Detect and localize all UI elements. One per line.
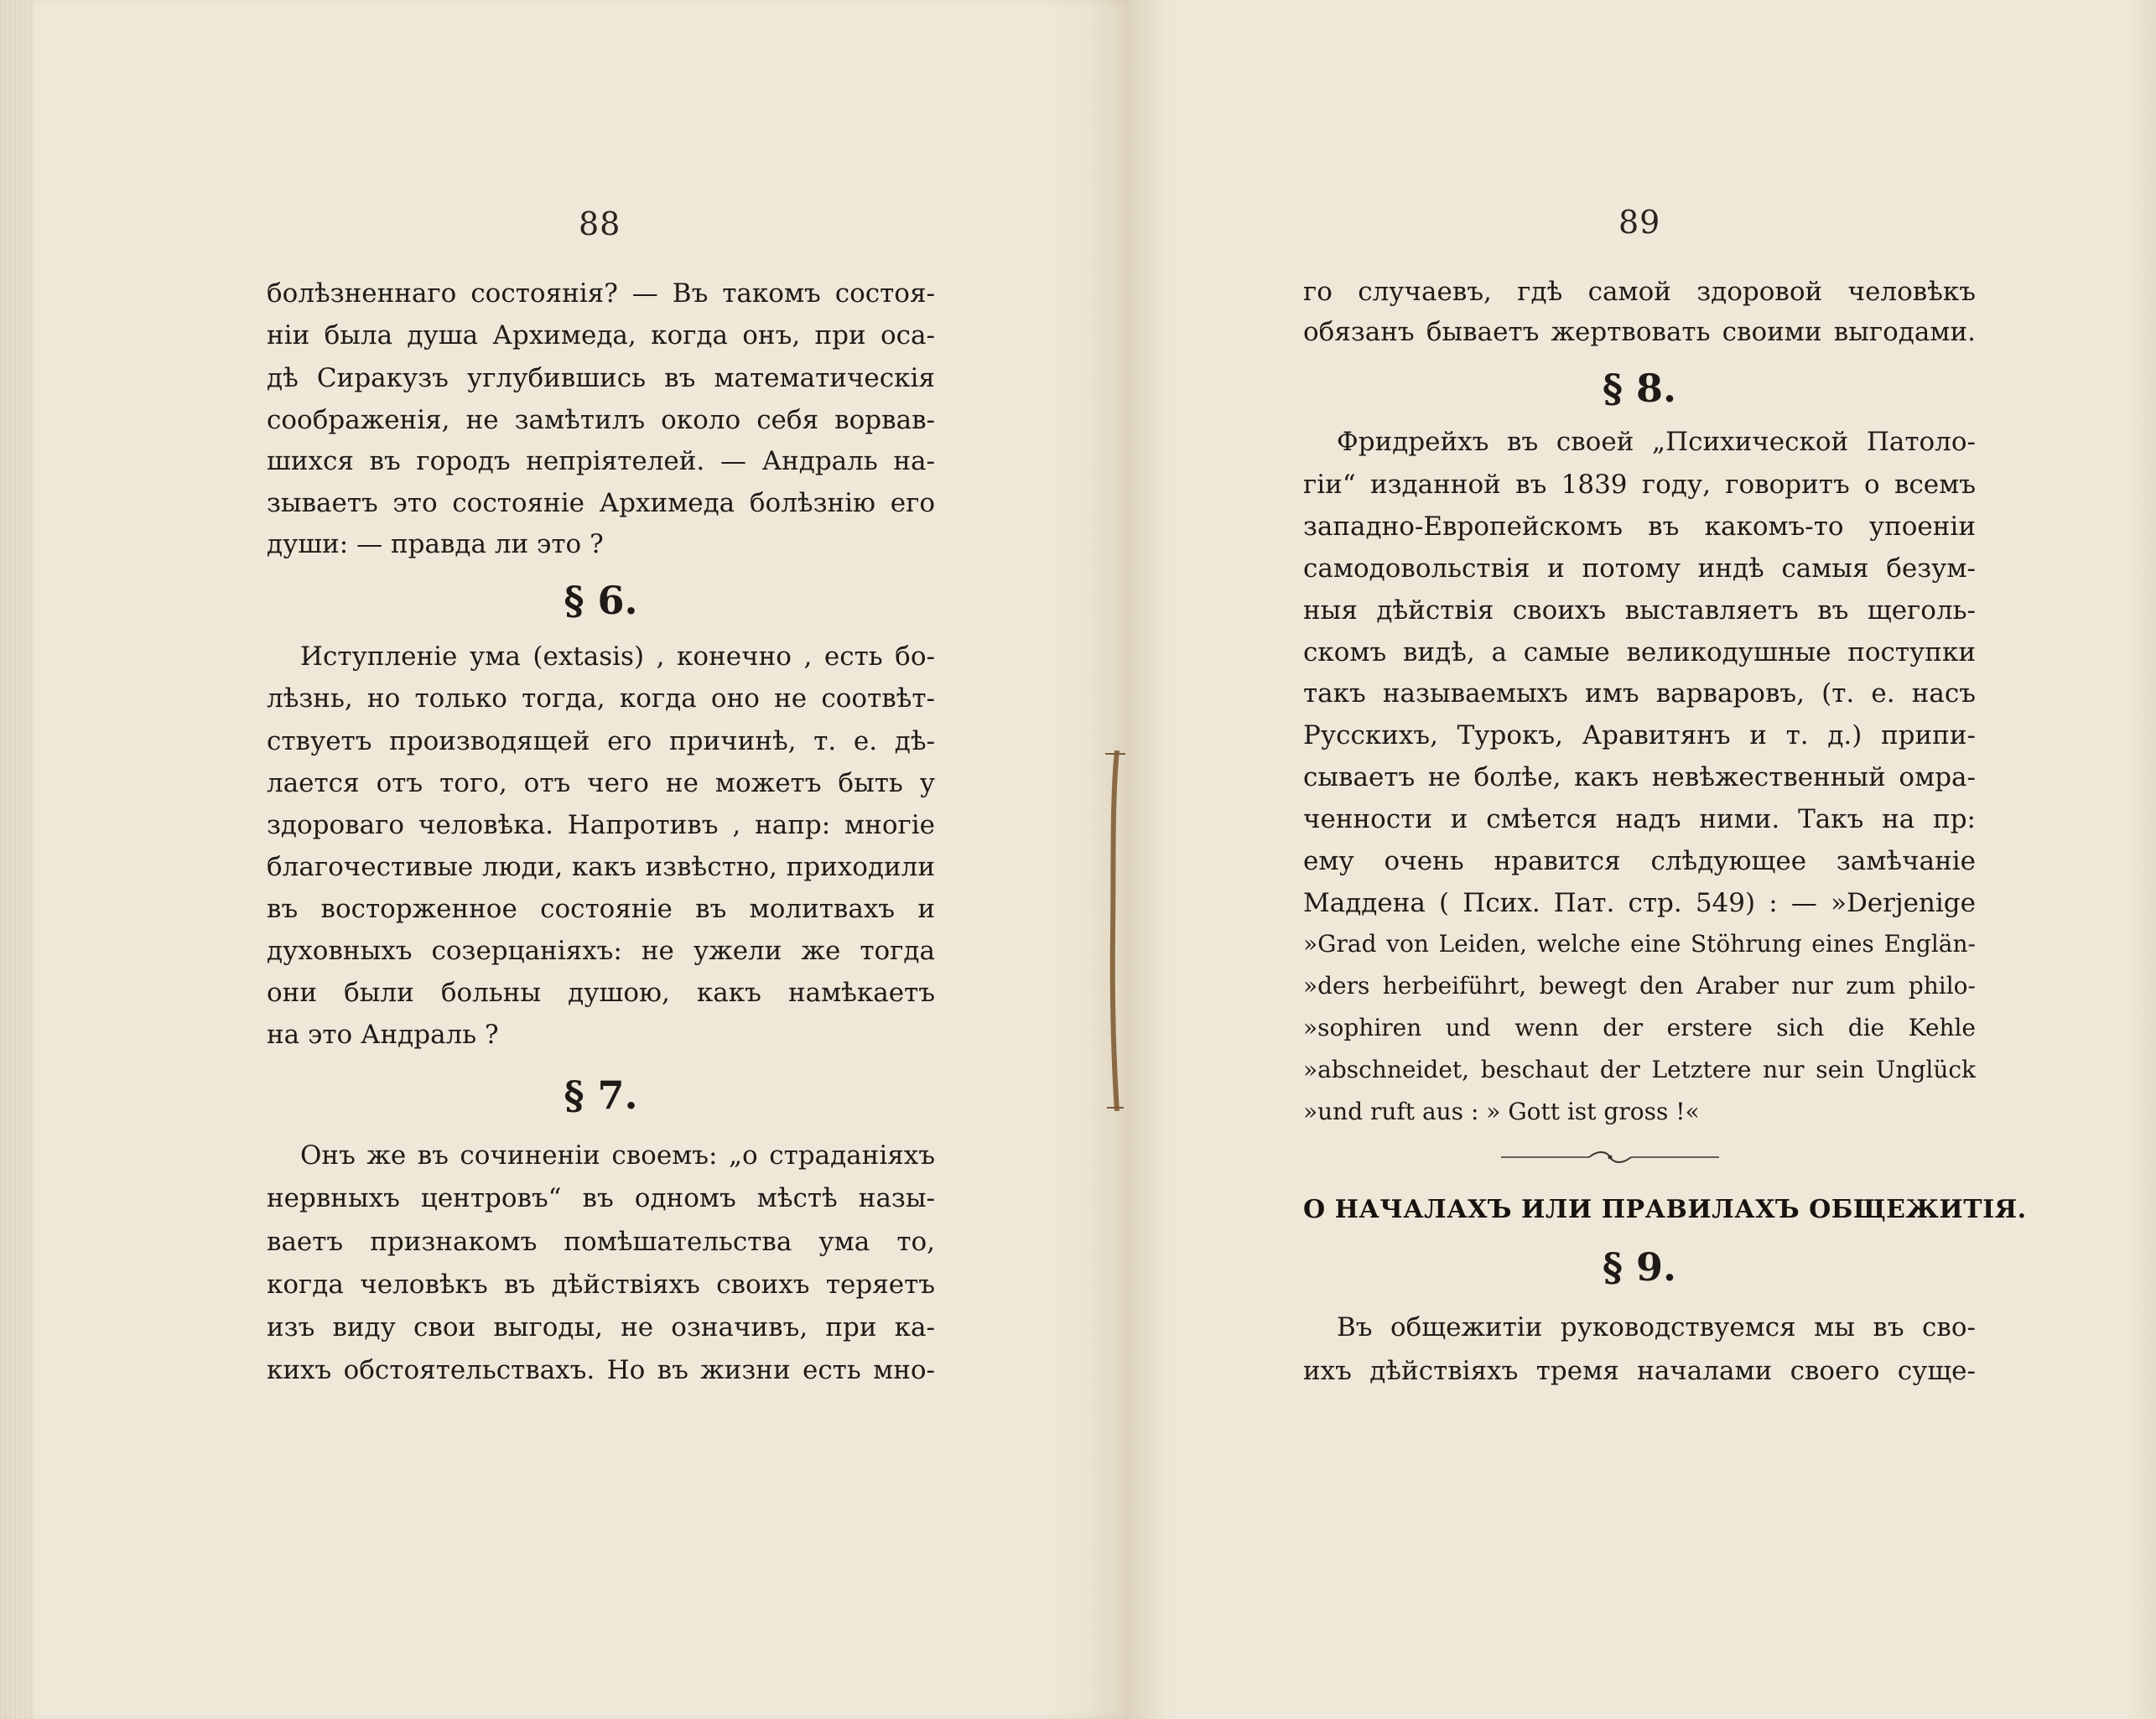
text-line: зываетъ это состояніе Архимеда болѣзнію его <box>267 488 935 518</box>
text-line: ченности и смѣется надъ ними. Такъ на пр: <box>1303 804 1976 834</box>
text-line: лѣзнь, но только тогда, когда оно не соотвѣт- <box>267 683 935 714</box>
text-line: западно-Европейскомъ въ какомъ-то упоеніи <box>1303 512 1976 542</box>
text-line: Иступленіе ума (extasis) , конечно , есть бо- <box>300 641 935 672</box>
text-line: благочестивые люди, какъ извѣстно, приходили <box>267 852 935 882</box>
text-line: ніи была душа Архимеда, когда онъ, при оса- <box>267 320 935 351</box>
text-line: Въ общежитіи руководствуемся мы въ сво- <box>1337 1312 1976 1342</box>
text-line: изъ виду свои выгоды, не означивъ, при ка- <box>267 1312 935 1342</box>
section-heading-7: § 7. <box>564 1072 638 1118</box>
text-line: Русскихъ, Турокъ, Аравитянъ и т. д.) припи- <box>1303 720 1976 750</box>
text-line: обязанъ бываетъ жертвовать своими выгодами. <box>1303 317 1976 347</box>
text-line: въ восторженное состояніе въ молитвахъ и <box>267 894 935 924</box>
text-line: »und ruft aus : » Gott ist gross !« <box>1303 1098 1700 1125</box>
text-line: шихся въ городъ непріятелей. — Андраль на- <box>267 446 935 476</box>
text-line: ныя дѣйствія своихъ выставляетъ въ щеголь- <box>1303 595 1976 626</box>
text-line: »Grad von Leiden, welche eine Stöhrung eines Englän- <box>1303 930 1976 958</box>
text-line: на это Андраль ? <box>267 1020 499 1050</box>
text-line: здороваго человѣка. Напротивъ , напр: многіе <box>267 810 935 840</box>
binding-thread <box>1105 750 1125 1111</box>
section-heading-6: § 6. <box>564 578 638 623</box>
text-line: такъ называемыхъ имъ варваровъ, (т. е. насъ <box>1303 678 1976 709</box>
text-line: самодовольствія и потому индѣ самыя безум- <box>1303 553 1976 584</box>
text-line: духовныхъ созерцаніяхъ: не ужели же тогда <box>267 936 935 966</box>
text-line: когда человѣкъ въ дѣйствіяхъ своихъ теряетъ <box>267 1270 935 1300</box>
text-line: Фридрейхъ въ своей „Психической Патоло- <box>1337 427 1976 457</box>
text-line: »sophiren und wenn der erstere sich die Kehle <box>1303 1014 1976 1041</box>
ornamental-rule <box>1501 1149 1719 1166</box>
text-line: они были больны душою, какъ намѣкаетъ <box>267 978 935 1008</box>
section-heading-9: § 9. <box>1602 1244 1677 1290</box>
book-gutter <box>1090 0 1166 1719</box>
text-line: ихъ дѣйствіяхъ тремя началами своего суще- <box>1303 1356 1976 1386</box>
text-line: гіи“ изданной въ 1839 году, говоритъ о всемъ <box>1303 470 1976 500</box>
text-line: »abschneidet, beschaut der Letztere nur sein Unglück <box>1303 1056 1976 1083</box>
text-line: Маддена ( Псих. Пат. стр. 549) : — »Derjenige <box>1303 888 1976 918</box>
chapter-heading: О НАЧАЛАХЪ ИЛИ ПРАВИЛАХЪ ОБЩЕЖИТІЯ. <box>1303 1195 2027 1224</box>
text-line: дѣ Сиракузъ углубившись въ математическія <box>267 363 935 393</box>
text-line: души: — правда ли это ? <box>267 529 604 559</box>
text-line: ствуетъ производящей его причинѣ, т. е. дѣ- <box>267 726 935 756</box>
text-line: лается отъ того, отъ чего не можетъ быть у <box>267 768 935 798</box>
text-line: скомъ видѣ, а самые великодушные поступки <box>1303 637 1976 667</box>
text-line: соображенія, не замѣтилъ около себя ворвав- <box>267 405 935 435</box>
page-number-right: 89 <box>1618 204 1661 241</box>
text-line: кихъ обстоятельствахъ. Но въ жизни есть мно- <box>267 1355 935 1385</box>
text-line: ему очень нравится слѣдующее замѣчаніе <box>1303 846 1976 876</box>
text-line: Онъ же въ сочиненіи своемъ: „о страданіяхъ <box>300 1140 935 1171</box>
page-number-left: 88 <box>579 205 621 242</box>
text-line: нервныхъ центровъ“ въ одномъ мѣстѣ назы- <box>267 1183 935 1213</box>
text-line: сываетъ не болѣе, какъ невѣжественный омра- <box>1303 762 1976 792</box>
text-line: »ders herbeiführt, bewegt den Araber nur zum philo- <box>1303 972 1976 1000</box>
text-line: болѣзненнаго состоянія? — Въ такомъ состоя- <box>267 278 935 309</box>
text-line: ваетъ признакомъ помѣшательства ума то, <box>267 1227 935 1257</box>
page-edge-stack <box>0 0 34 1719</box>
section-heading-8: § 8. <box>1602 366 1677 411</box>
text-line: го случаевъ, гдѣ самой здоровой человѣкъ <box>1303 277 1976 307</box>
